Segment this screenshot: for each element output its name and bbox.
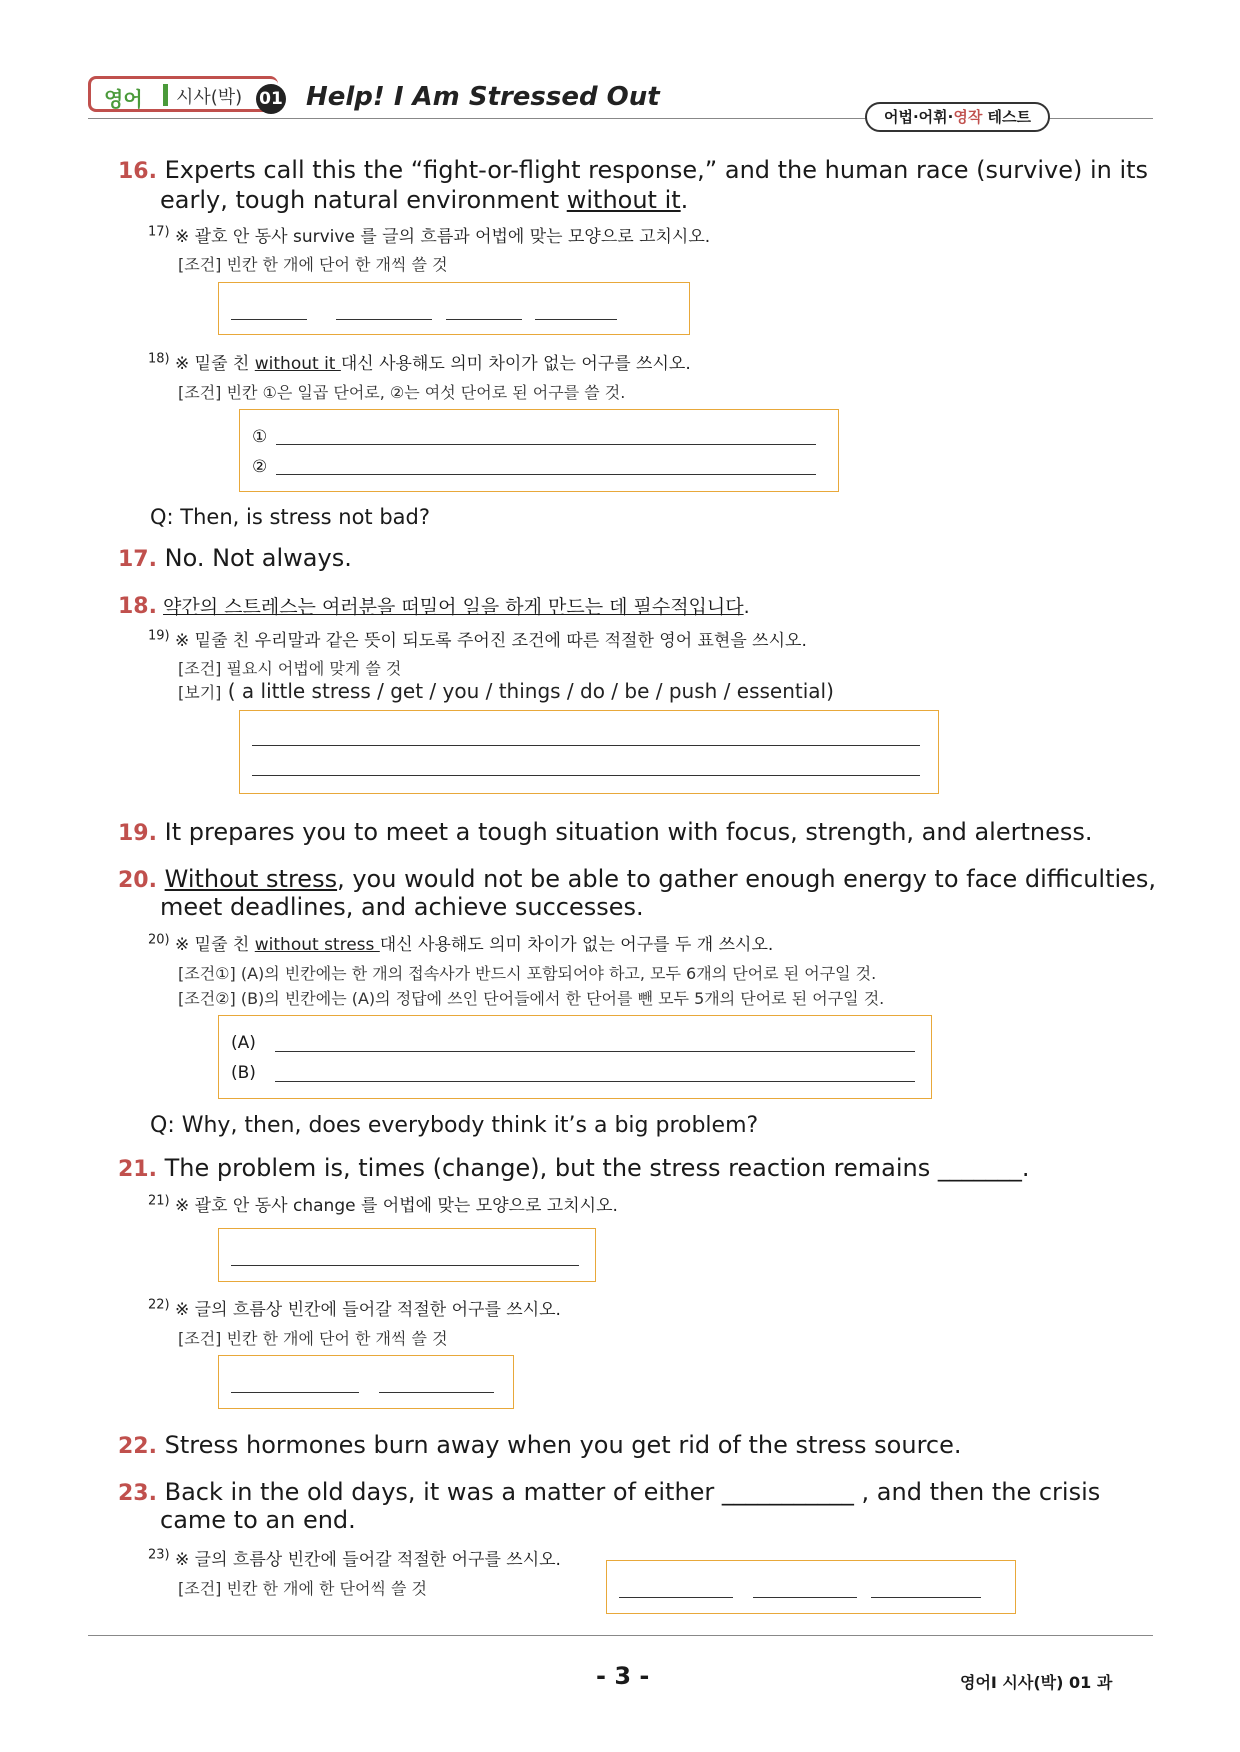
question-23-line2: came to an end.: [160, 1506, 356, 1534]
answer-box-18[interactable]: [239, 409, 839, 492]
condition-23: [조건] 빈칸 한 개에 한 단어씩 쓸 것: [178, 1579, 428, 1598]
header-divider: [163, 84, 168, 106]
subquestion-23: $^{23)}$ ※ 글의 흐름상 빈칸에 들어갈 적절한 어구를 쓰시오.: [148, 1547, 561, 1570]
footer-rule: [88, 1635, 1153, 1636]
header-lesson: 시사(박): [176, 87, 243, 108]
answer-blank[interactable]: [252, 775, 920, 776]
header-subject: 영어: [104, 87, 143, 111]
question-16: 16. Experts call this the “fight-or-flight response,” and the human race (survive) in its: [118, 156, 1149, 184]
subquestion-22: $^{22)}$ ※ 글의 흐름상 빈칸에 들어갈 적절한 어구를 쓰시오.: [148, 1297, 561, 1320]
condition-20-2: [조건②] (B)의 빈칸에는 (A)의 정답에 쓰인 단어들에서 한 단어를 뺀 모두 5개의 단어로 된 어구일 것.: [178, 989, 885, 1008]
test-type-badge: 어법·어휘·영작 테스트: [865, 102, 1050, 132]
question-19: 19. It prepares you to meet a tough situation with focus, strength, and alertness.: [118, 818, 1093, 846]
answer-blank[interactable]: [619, 1597, 733, 1598]
subquestion-17: $^{17)}$ ※ 괄호 안 동사 survive 를 글의 흐름과 어법에 맞는 모양으로 고치시오.: [148, 224, 711, 247]
answer-blank[interactable]: [231, 1265, 579, 1266]
dialogue-question-2: Q: Why, then, does everybody think it’s a big problem?: [150, 1113, 759, 1138]
question-23: 23. Back in the old days, it was a matter of either ___________ , and then the crisis: [118, 1478, 1101, 1506]
answer-blank[interactable]: [276, 444, 816, 445]
condition-17: [조건] 빈칸 한 개에 단어 한 개씩 쓸 것: [178, 255, 448, 274]
answer-blank[interactable]: [336, 319, 432, 320]
answer-blank[interactable]: [871, 1597, 981, 1598]
answer-blank[interactable]: [231, 1392, 359, 1393]
answer-blank[interactable]: [753, 1597, 857, 1598]
condition-18: [조건] 빈칸 ①은 일곱 단어로, ②는 여섯 단어로 된 어구를 쓸 것.: [178, 383, 626, 402]
blank-label-1: ①: [252, 427, 268, 447]
blank-label-a: (A): [231, 1033, 256, 1053]
condition-19: [조건] 필요시 어법에 맞게 쓸 것: [178, 659, 402, 678]
question-18: 18. 약간의 스트레스는 여러분을 떠밀어 일을 하게 만드는 데 필수적입니다.: [118, 594, 750, 619]
answer-box-23[interactable]: [606, 1560, 1016, 1614]
page-title: Help! I Am Stressed Out: [306, 82, 660, 112]
answer-box-20[interactable]: [218, 1015, 932, 1099]
header-lesson-number: 01: [256, 84, 286, 114]
answer-blank[interactable]: [379, 1392, 494, 1393]
blank-label-2: ②: [252, 457, 268, 477]
answer-box-19[interactable]: [239, 710, 939, 794]
footer-course: 영어Ⅰ 시사(박) 01 과: [960, 1673, 1113, 1692]
answer-blank[interactable]: [276, 474, 816, 475]
page-number: - 3 -: [596, 1662, 650, 1690]
condition-20-1: [조건①] (A)의 빈칸에는 한 개의 접속사가 반드시 포함되어야 하고, 모두 6개의 단어로 된 어구일 것.: [178, 964, 877, 983]
answer-blank[interactable]: [275, 1051, 915, 1052]
answer-blank[interactable]: [275, 1081, 915, 1082]
question-21: 21. The problem is, times (change), but the stress reaction remains _______.: [118, 1154, 1030, 1182]
question-20: 20. Without stress, you would not be able to gather enough energy to face difficulties,: [118, 865, 1157, 893]
question-20-line2: meet deadlines, and achieve successes.: [160, 893, 644, 921]
answer-box-22[interactable]: [218, 1355, 514, 1409]
word-bank-19: [보기] ( a little stress / get / you / things / do / be / push / essential): [178, 679, 834, 703]
subquestion-18: $^{18)}$ ※ 밑줄 친 without it 대신 사용해도 의미 차이가 없는 어구를 쓰시오.: [148, 351, 691, 374]
condition-22: [조건] 빈칸 한 개에 단어 한 개씩 쓸 것: [178, 1329, 448, 1348]
answer-blank[interactable]: [252, 745, 920, 746]
answer-box-17[interactable]: [218, 282, 690, 335]
subquestion-20: $^{20)}$ ※ 밑줄 친 without stress 대신 사용해도 의미 차이가 없는 어구를 두 개 쓰시오.: [148, 932, 774, 955]
question-17: 17. No. Not always.: [118, 544, 352, 572]
question-16-line2: early, tough natural environment without it.: [160, 186, 689, 214]
answer-blank[interactable]: [231, 319, 307, 320]
subquestion-21: $^{21)}$ ※ 괄호 안 동사 change 를 어법에 맞는 모양으로 고치시오.: [148, 1193, 618, 1216]
subquestion-19: $^{19)}$ ※ 밑줄 친 우리말과 같은 뜻이 되도록 주어진 조건에 따른 적절한 영어 표현을 쓰시오.: [148, 628, 807, 651]
answer-blank[interactable]: [446, 319, 522, 320]
question-22: 22. Stress hormones burn away when you get rid of the stress source.: [118, 1431, 962, 1459]
answer-blank[interactable]: [535, 319, 617, 320]
blank-label-b: (B): [231, 1063, 256, 1083]
answer-box-21[interactable]: [218, 1228, 596, 1282]
dialogue-question-1: Q: Then, is stress not bad?: [150, 505, 431, 529]
